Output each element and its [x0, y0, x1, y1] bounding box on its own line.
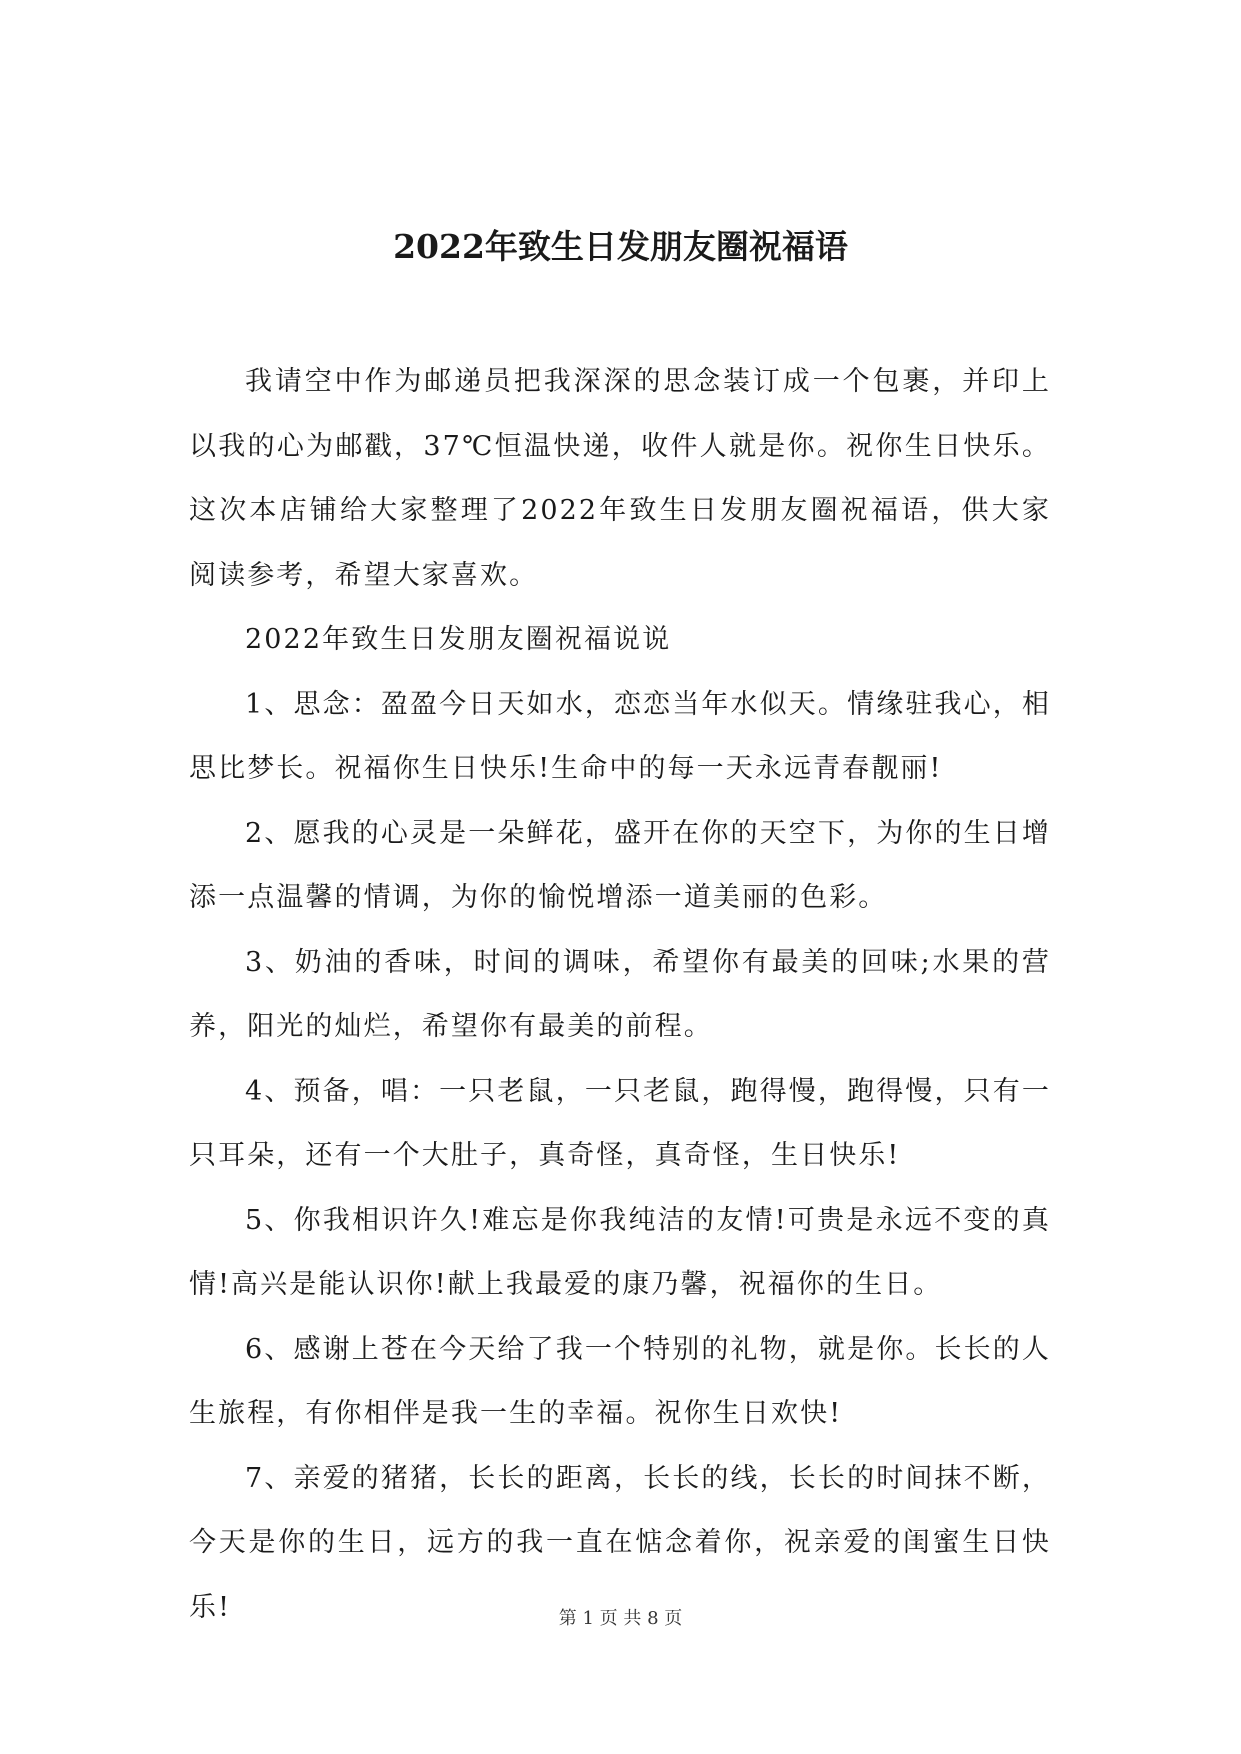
wish-item-4: 4、预备，唱：一只老鼠，一只老鼠，跑得慢，跑得慢，只有一只耳朵，还有一个大肚子，真奇怪，真奇怪，生日快乐!	[189, 1075, 1051, 1171]
page-number-footer: 第 1 页 共 8 页	[558, 1608, 683, 1629]
wish-item-5: 5、你我相识许久!难忘是你我纯洁的友情!可贵是永远不变的真情!高兴是能认识你!献上我最爱的康乃馨，祝福你的生日。	[189, 1204, 1051, 1300]
wish-item-6: 6、感谢上苍在今天给了我一个特别的礼物，就是你。长长的人生旅程，有你相伴是我一生的幸福。祝你生日欢快!	[189, 1333, 1051, 1429]
document-title: 2022年致生日发朋友圈祝福语	[393, 227, 848, 266]
intro-paragraph: 我请空中作为邮递员把我深深的思念装订成一个包裹，并印上以我的心为邮戳，37℃恒温快递，收件人就是你。祝你生日快乐。这次本店铺给大家整理了2022年致生日发朋友圈祝福语，供大家阅读参考，希望大家喜欢。	[189, 366, 1051, 591]
document-body	[189, 350, 1051, 1640]
wish-item-7: 7、亲爱的猪猪，长长的距离，长长的线，长长的时间抹不断，今天是你的生日，远方的我一直在惦念着你，祝亲爱的闺蜜生日快乐!	[189, 1462, 1051, 1623]
wish-item-2: 2、愿我的心灵是一朵鲜花，盛开在你的天空下，为你的生日增添一点温馨的情调，为你的愉悦增添一道美丽的色彩。	[189, 817, 1051, 913]
wish-item-3: 3、奶油的香味，时间的调味，希望你有最美的回味;水果的营养，阳光的灿烂，希望你有最美的前程。	[189, 946, 1051, 1042]
section-heading: 2022年致生日发朋友圈祝福说说	[245, 624, 672, 655]
wish-item-1: 1、思念：盈盈今日天如水，恋恋当年水似天。情缘驻我心，相思比梦长。祝福你生日快乐!生命中的每一天永远青春靓丽!	[189, 688, 1051, 784]
